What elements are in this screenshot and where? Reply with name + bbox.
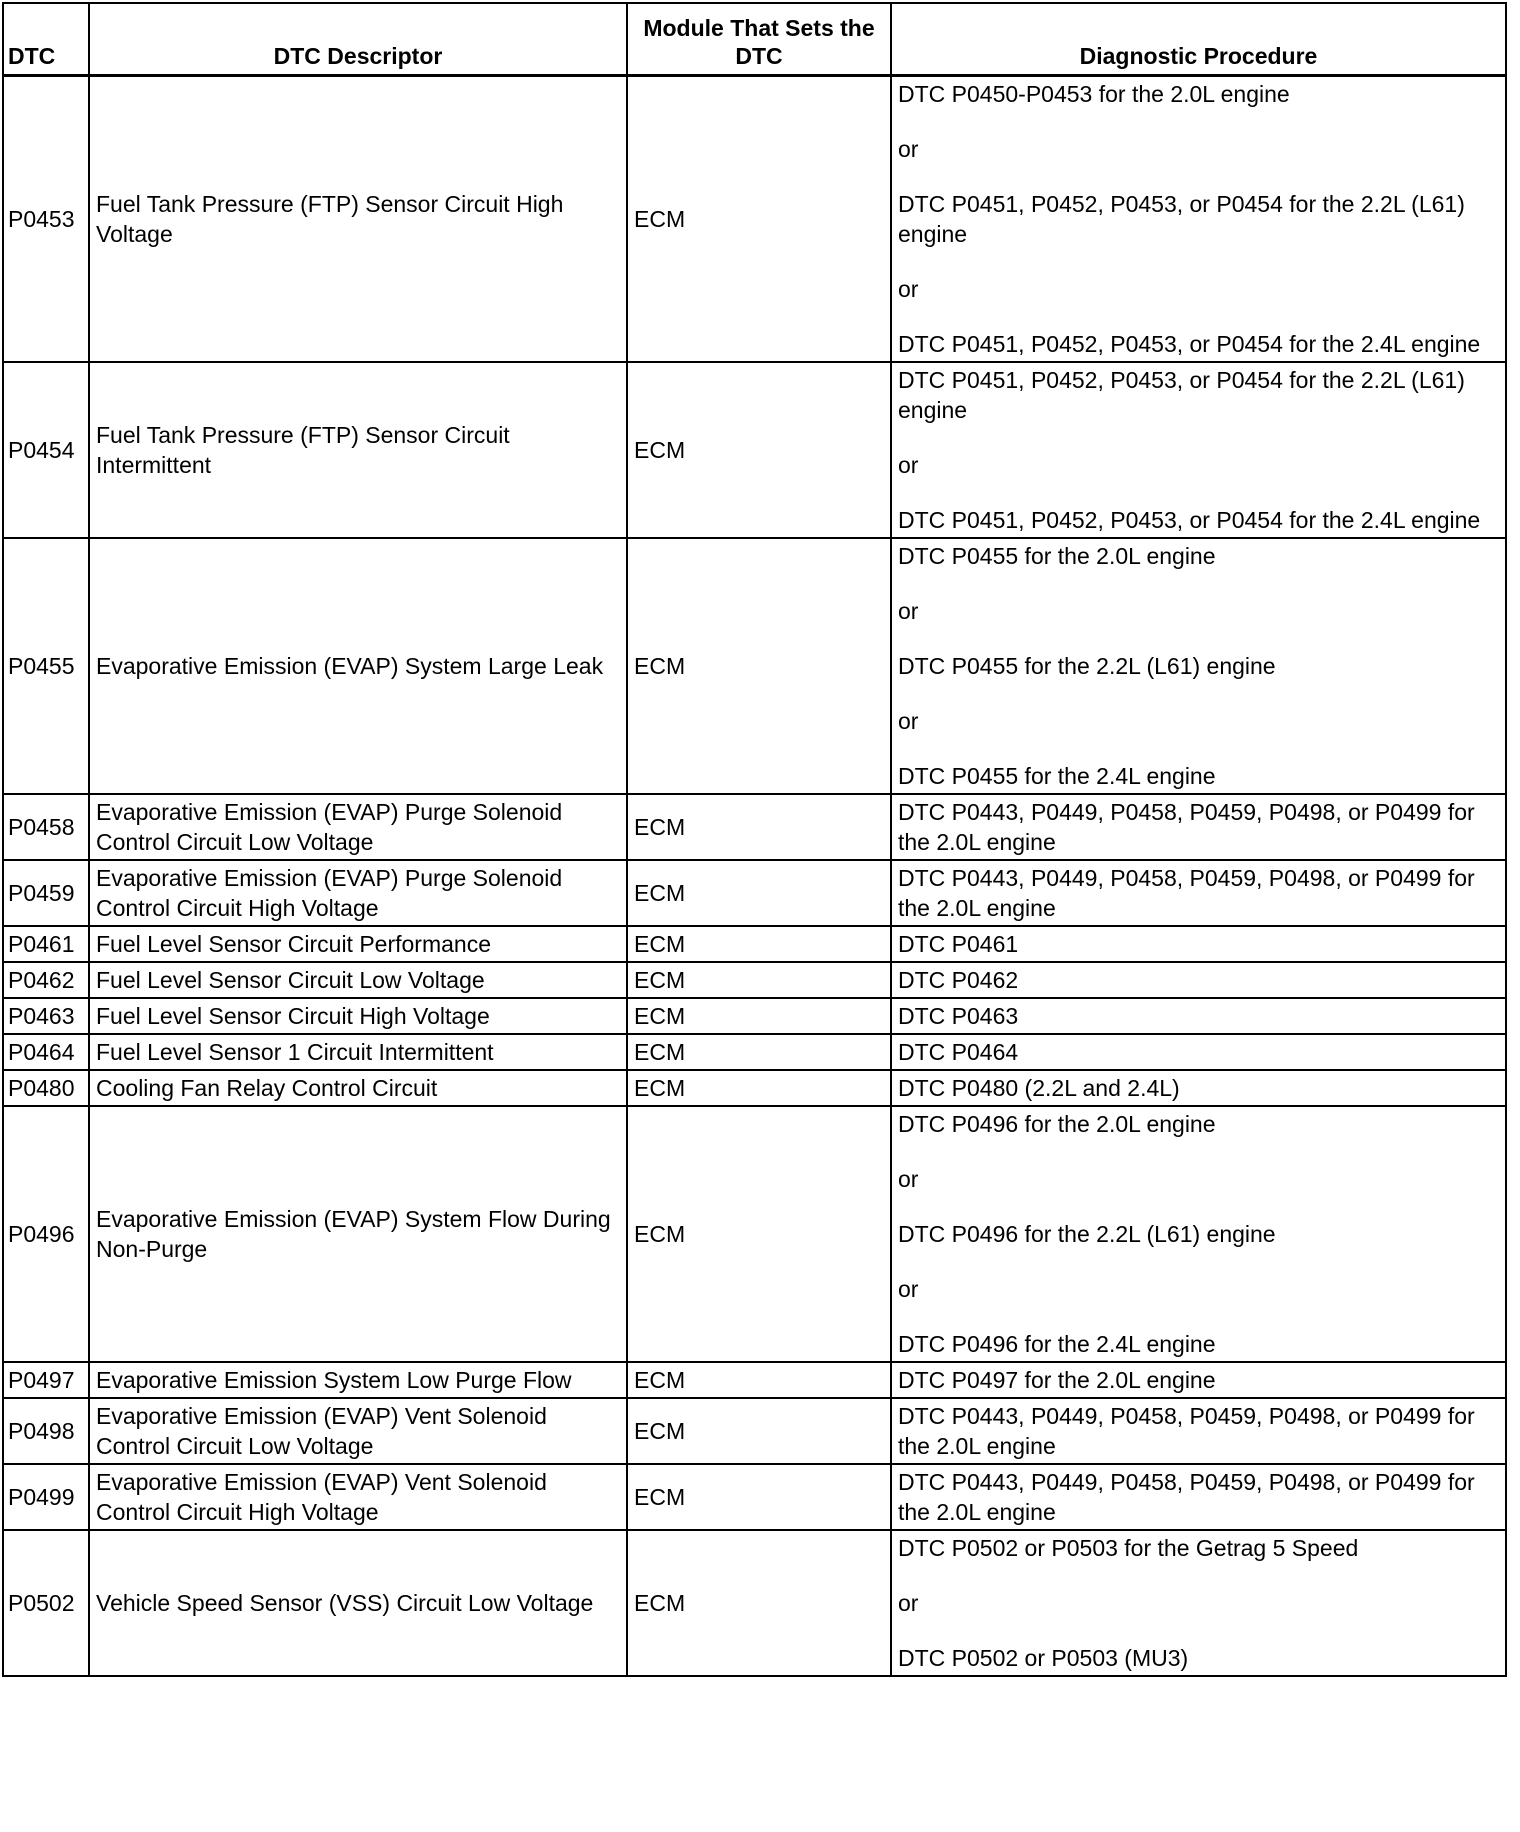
dtc-table (2, 2, 1507, 1677)
dtc-module: ECM (627, 998, 891, 1034)
table-row (3, 362, 1506, 538)
procedure-line: DTC P0461 (898, 931, 1019, 957)
dtc-code: P0464 (3, 1034, 89, 1070)
dtc-module: ECM (627, 860, 891, 926)
table-row (3, 860, 1506, 926)
procedure-spacer (898, 1194, 1499, 1219)
diagnostic-procedure (891, 538, 1506, 794)
procedure-line: DTC P0455 for the 2.0L engine (898, 543, 1216, 569)
dtc-descriptor: Evaporative Emission (EVAP) Purge Solenoid Control Circuit Low Voltage (89, 794, 627, 860)
table-row (3, 1464, 1506, 1530)
procedure-spacer (898, 681, 1499, 706)
diagnostic-procedure (891, 1530, 1506, 1676)
header-procedure: Diagnostic Procedure (891, 3, 1506, 76)
procedure-spacer (898, 164, 1499, 189)
dtc-module: ECM (627, 1530, 891, 1676)
dtc-module: ECM (627, 962, 891, 998)
procedure-line: DTC P0443, P0449, P0458, P0459, P0498, or P0499 for the 2.0L engine (898, 865, 1475, 921)
procedure-line: DTC P0502 or P0503 for the Getrag 5 Speed (898, 1535, 1359, 1561)
dtc-descriptor: Evaporative Emission (EVAP) Vent Solenoid Control Circuit High Voltage (89, 1464, 627, 1530)
diagnostic-procedure (891, 362, 1506, 538)
procedure-line: DTC P0451, P0452, P0453, or P0454 for the 2.2L (L61) engine (898, 191, 1465, 247)
procedure-line: DTC P0480 (2.2L and 2.4L) (898, 1075, 1180, 1101)
dtc-descriptor: Fuel Level Sensor 1 Circuit Intermittent (89, 1034, 627, 1070)
diagnostic-procedure (891, 1106, 1506, 1362)
procedure-or: or (898, 1276, 919, 1302)
dtc-code: P0455 (3, 538, 89, 794)
diagnostic-procedure (891, 998, 1506, 1034)
diagnostic-procedure (891, 794, 1506, 860)
procedure-spacer (898, 304, 1499, 329)
dtc-descriptor: Evaporative Emission (EVAP) System Flow During Non-Purge (89, 1106, 627, 1362)
dtc-code: P0480 (3, 1070, 89, 1106)
procedure-or: or (898, 598, 919, 624)
header-dtc: DTC (3, 3, 89, 76)
dtc-module: ECM (627, 362, 891, 538)
dtc-code: P0502 (3, 1530, 89, 1676)
procedure-line: DTC P0497 for the 2.0L engine (898, 1367, 1216, 1393)
procedure-line: DTC P0451, P0452, P0453, or P0454 for the 2.2L (L61) engine (898, 367, 1465, 423)
table-body (3, 76, 1506, 1677)
dtc-module: ECM (627, 1464, 891, 1530)
procedure-spacer (898, 249, 1499, 274)
diagnostic-procedure (891, 1398, 1506, 1464)
dtc-descriptor: Evaporative Emission (EVAP) System Large Leak (89, 538, 627, 794)
table-row (3, 1070, 1506, 1106)
procedure-spacer (898, 425, 1499, 450)
dtc-module: ECM (627, 794, 891, 860)
diagnostic-procedure (891, 962, 1506, 998)
dtc-descriptor: Evaporative Emission (EVAP) Purge Solenoid Control Circuit High Voltage (89, 860, 627, 926)
procedure-or: or (898, 136, 919, 162)
dtc-module: ECM (627, 1034, 891, 1070)
diagnostic-procedure (891, 1464, 1506, 1530)
dtc-module: ECM (627, 926, 891, 962)
procedure-line: DTC P0463 (898, 1003, 1019, 1029)
table-row (3, 926, 1506, 962)
procedure-or: or (898, 452, 919, 478)
procedure-line: DTC P0451, P0452, P0453, or P0454 for the 2.4L engine (898, 507, 1481, 533)
dtc-code: P0458 (3, 794, 89, 860)
procedure-line: DTC P0443, P0449, P0458, P0459, P0498, or P0499 for the 2.0L engine (898, 1403, 1475, 1459)
procedure-spacer (898, 571, 1499, 596)
procedure-spacer (898, 109, 1499, 134)
dtc-code: P0459 (3, 860, 89, 926)
table-row (3, 962, 1506, 998)
procedure-spacer (898, 1139, 1499, 1164)
table-row (3, 76, 1506, 363)
dtc-code: P0498 (3, 1398, 89, 1464)
diagnostic-procedure (891, 860, 1506, 926)
table-row (3, 794, 1506, 860)
table-row (3, 1362, 1506, 1398)
procedure-spacer (898, 480, 1499, 505)
procedure-line: DTC P0502 or P0503 (MU3) (898, 1645, 1189, 1671)
procedure-or: or (898, 708, 919, 734)
procedure-line: DTC P0455 for the 2.4L engine (898, 763, 1216, 789)
procedure-or: or (898, 1590, 919, 1616)
dtc-descriptor: Fuel Level Sensor Circuit High Voltage (89, 998, 627, 1034)
procedure-or: or (898, 1166, 919, 1192)
dtc-code: P0463 (3, 998, 89, 1034)
procedure-line: DTC P0450-P0453 for the 2.0L engine (898, 81, 1290, 107)
procedure-line: DTC P0496 for the 2.4L engine (898, 1331, 1216, 1357)
dtc-module: ECM (627, 1398, 891, 1464)
dtc-code: P0497 (3, 1362, 89, 1398)
table-row (3, 998, 1506, 1034)
dtc-module: ECM (627, 1362, 891, 1398)
header-module: Module That Sets the DTC (627, 3, 891, 76)
procedure-spacer (898, 736, 1499, 761)
procedure-line: DTC P0455 for the 2.2L (L61) engine (898, 653, 1276, 679)
header-descriptor: DTC Descriptor (89, 3, 627, 76)
dtc-descriptor: Evaporative Emission (EVAP) Vent Solenoid Control Circuit Low Voltage (89, 1398, 627, 1464)
dtc-code: P0461 (3, 926, 89, 962)
dtc-module: ECM (627, 76, 891, 363)
dtc-descriptor: Fuel Level Sensor Circuit Low Voltage (89, 962, 627, 998)
procedure-spacer (898, 626, 1499, 651)
procedure-line: DTC P0443, P0449, P0458, P0459, P0498, or P0499 for the 2.0L engine (898, 1469, 1475, 1525)
procedure-line: DTC P0496 for the 2.2L (L61) engine (898, 1221, 1276, 1247)
procedure-spacer (898, 1618, 1499, 1643)
dtc-descriptor: Fuel Tank Pressure (FTP) Sensor Circuit Intermittent (89, 362, 627, 538)
procedure-line: DTC P0496 for the 2.0L engine (898, 1111, 1216, 1137)
table-row (3, 1106, 1506, 1362)
dtc-code: P0453 (3, 76, 89, 363)
table-row (3, 1398, 1506, 1464)
table-header-row (3, 3, 1506, 76)
table-row (3, 538, 1506, 794)
procedure-or: or (898, 276, 919, 302)
table-row (3, 1530, 1506, 1676)
diagnostic-procedure (891, 926, 1506, 962)
dtc-descriptor: Vehicle Speed Sensor (VSS) Circuit Low Voltage (89, 1530, 627, 1676)
dtc-descriptor: Fuel Tank Pressure (FTP) Sensor Circuit High Voltage (89, 76, 627, 363)
procedure-spacer (898, 1563, 1499, 1588)
procedure-spacer (898, 1304, 1499, 1329)
dtc-code: P0454 (3, 362, 89, 538)
dtc-module: ECM (627, 538, 891, 794)
dtc-descriptor: Fuel Level Sensor Circuit Performance (89, 926, 627, 962)
procedure-line: DTC P0451, P0452, P0453, or P0454 for the 2.4L engine (898, 331, 1481, 357)
dtc-module: ECM (627, 1106, 891, 1362)
diagnostic-procedure (891, 76, 1506, 363)
diagnostic-procedure (891, 1070, 1506, 1106)
dtc-module: ECM (627, 1070, 891, 1106)
dtc-code: P0499 (3, 1464, 89, 1530)
procedure-line: DTC P0464 (898, 1039, 1019, 1065)
procedure-spacer (898, 1249, 1499, 1274)
procedure-line: DTC P0443, P0449, P0458, P0459, P0498, or P0499 for the 2.0L engine (898, 799, 1475, 855)
diagnostic-procedure (891, 1034, 1506, 1070)
dtc-code: P0496 (3, 1106, 89, 1362)
table-row (3, 1034, 1506, 1070)
diagnostic-procedure (891, 1362, 1506, 1398)
dtc-descriptor: Evaporative Emission System Low Purge Flow (89, 1362, 627, 1398)
dtc-code: P0462 (3, 962, 89, 998)
procedure-line: DTC P0462 (898, 967, 1019, 993)
dtc-descriptor: Cooling Fan Relay Control Circuit (89, 1070, 627, 1106)
